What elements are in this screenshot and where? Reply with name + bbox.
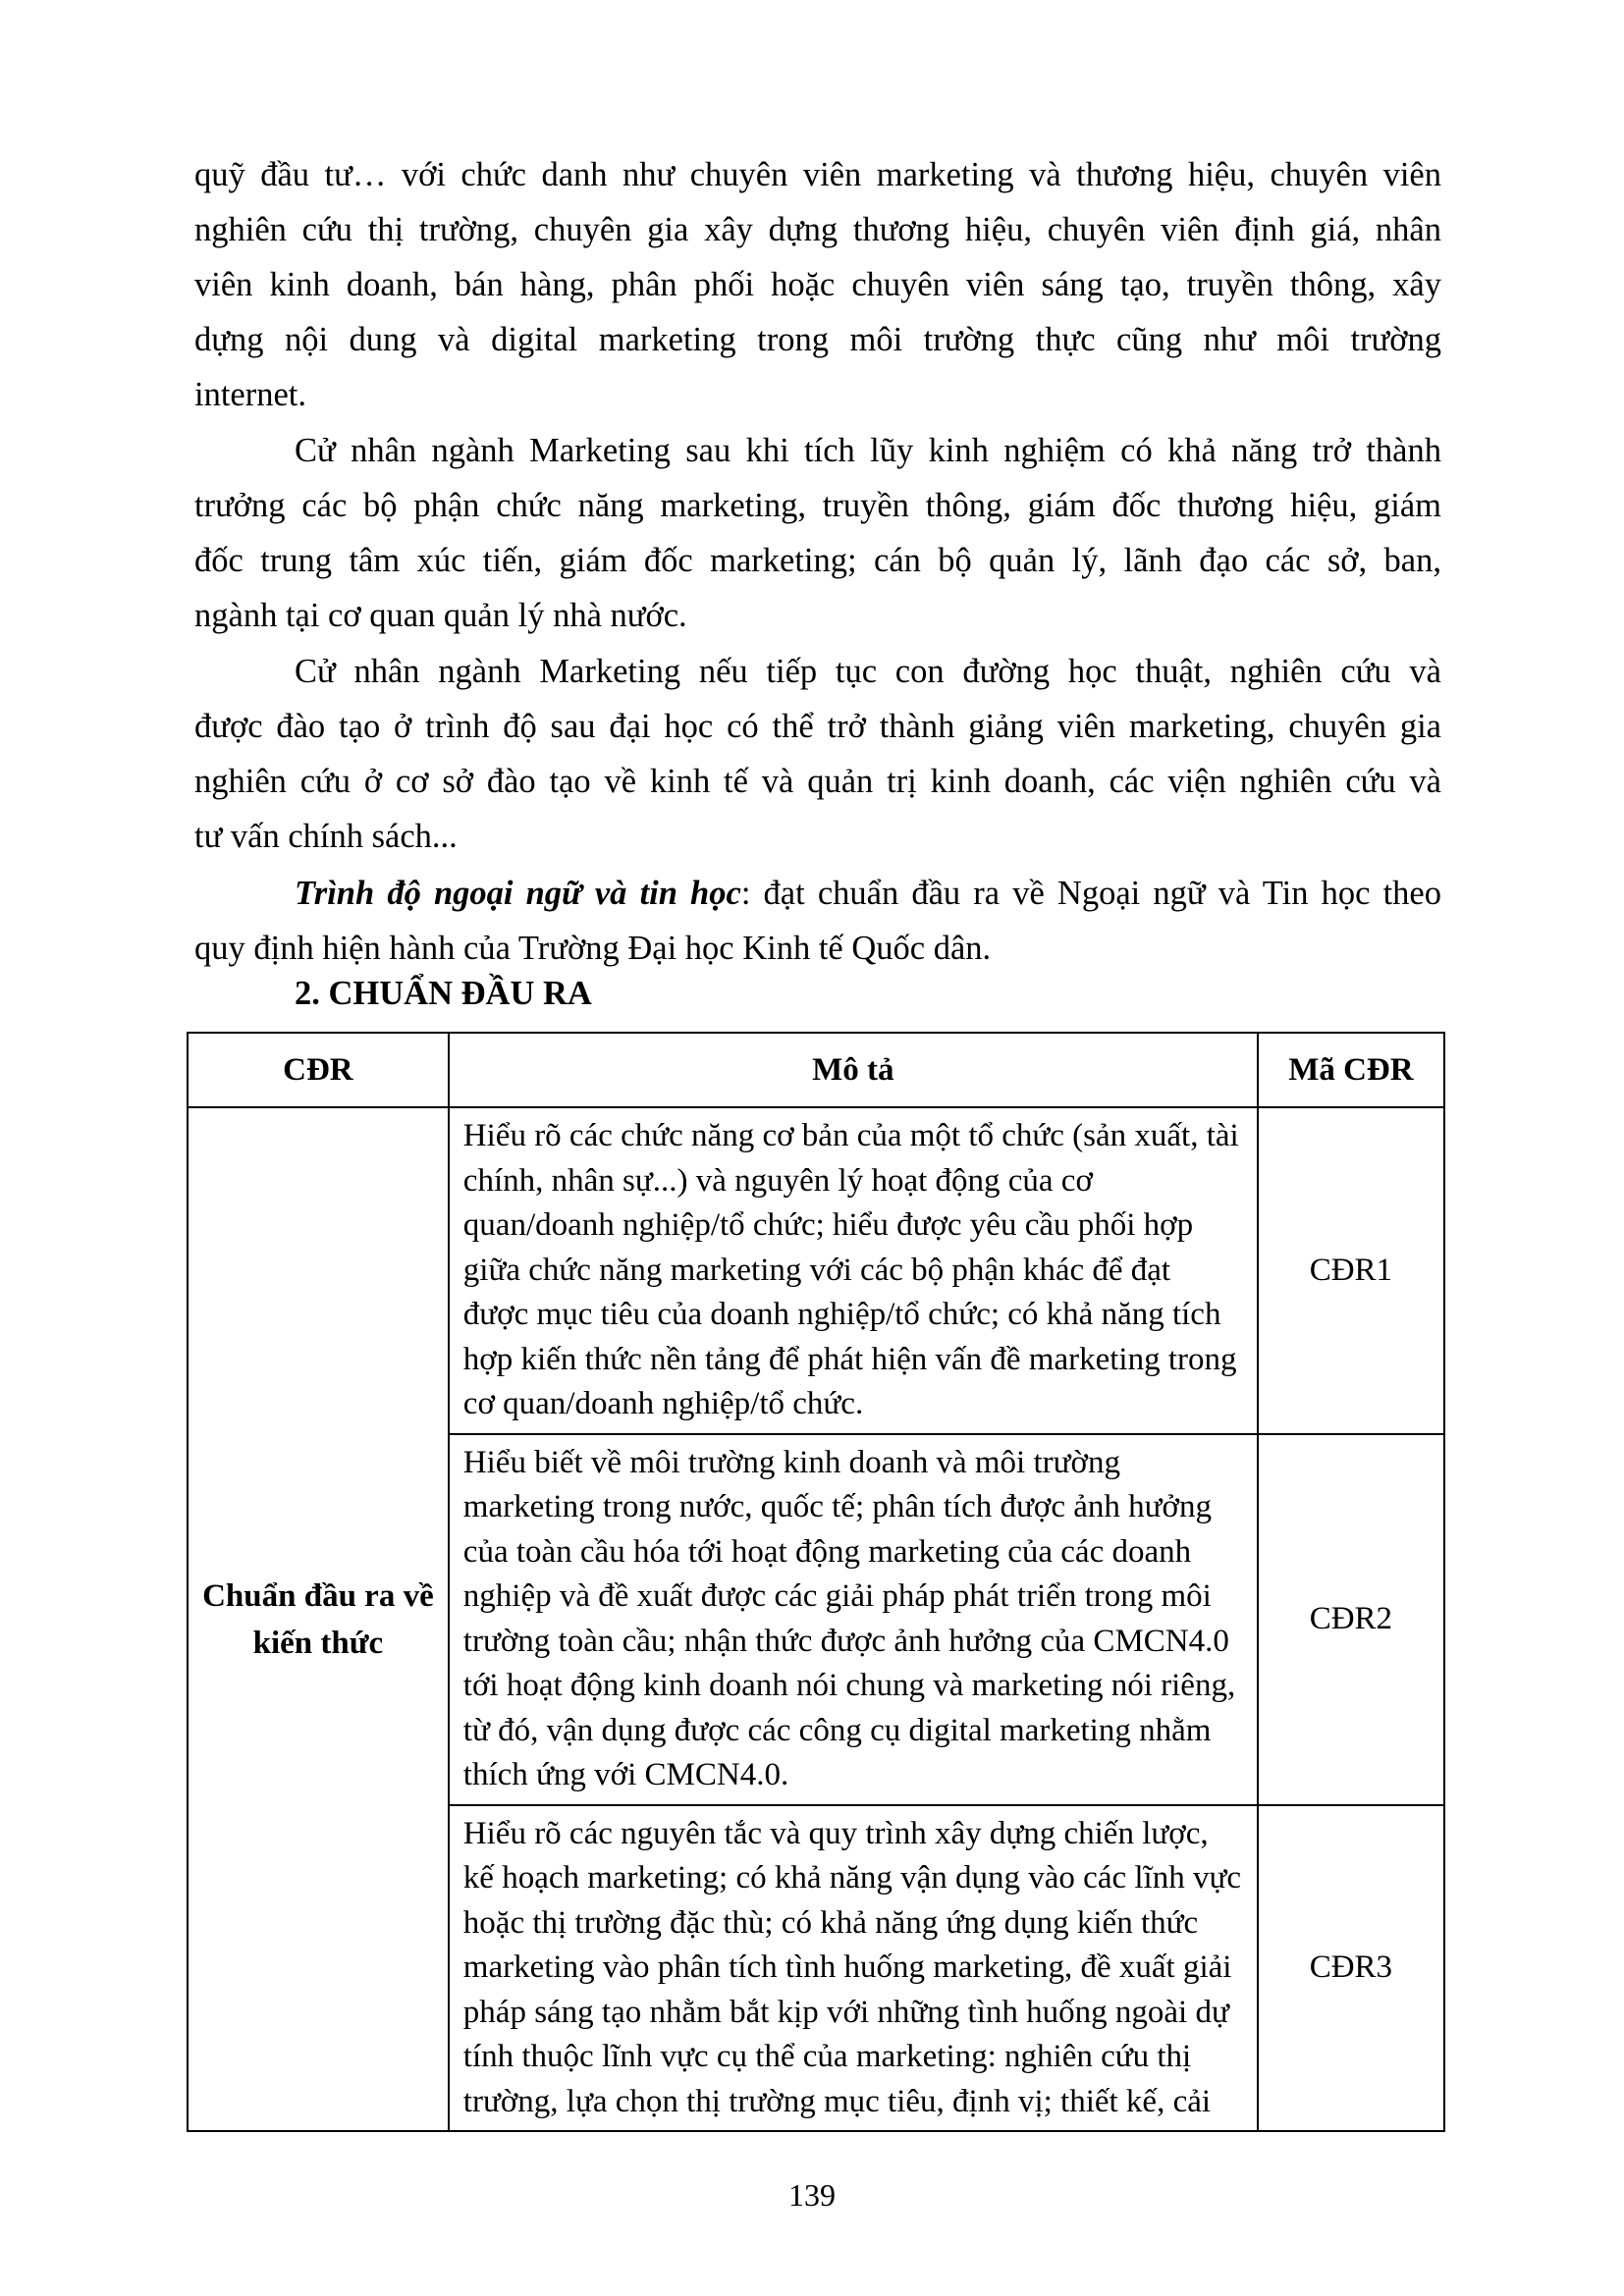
group-label-line: Chuẩn đầu ra về <box>202 1577 434 1614</box>
description-cell <box>449 1805 1258 2132</box>
description-line: tính thuộc lĩnh vực cụ thể của marketing: nghiên cứu thị <box>462 2039 1192 2074</box>
text-line: viên kinh doanh, bán hàng, phân phối hoặc chuyên viên sáng tạo, truyền thông, xây <box>194 266 1441 303</box>
description-line: tới hoạt động kinh doanh nói chung và marketing nói riêng, <box>462 1668 1236 1703</box>
description-line: cơ quan/doanh nghiệp/tổ chức. <box>462 1386 864 1421</box>
group-label-knowledge <box>188 1107 449 2131</box>
outcome-code: CĐR2 <box>1258 1434 1444 1805</box>
outcome-code: CĐR3 <box>1258 1805 1444 2132</box>
description-line: pháp sáng tạo nhằm bắt kịp với những tình huống ngoài dự <box>462 1994 1229 2030</box>
text-line <box>194 866 1441 921</box>
group-label-line: kiến thức <box>252 1625 384 1661</box>
description-line: quan/doanh nghiệp/tổ chức; hiểu được yêu cầu phối hợp <box>462 1207 1194 1243</box>
text-line: tư vấn chính sách... <box>194 818 458 855</box>
description-line: trường toàn cầu; nhận thức được ảnh hưởng của CMCN4.0 <box>462 1623 1229 1659</box>
description-cell <box>449 1107 1258 1434</box>
column-header-description: Mô tả <box>449 1033 1258 1107</box>
description-line: được mục tiêu của doanh nghiệp/tổ chức; có khả năng tích <box>462 1297 1221 1332</box>
text-line: Cử nhân ngành Marketing nếu tiếp tục con đường học thuật, nghiên cứu và <box>295 653 1441 690</box>
table-header-row <box>188 1033 1444 1107</box>
paragraph-language-it <box>194 866 1441 976</box>
text-line: quỹ đầu tư… với chức danh như chuyên viên marketing và thương hiệu, chuyên viên <box>194 156 1441 193</box>
table-row <box>188 1107 1444 1434</box>
description-line: hợp kiến thức nền tảng để phát hiện vấn đề marketing trong <box>462 1341 1237 1377</box>
paragraph-career-positions <box>194 147 1441 422</box>
column-header-cdr: CĐR <box>188 1033 449 1107</box>
description-line: hoặc thị trường đặc thù; có khả năng ứng dụng kiến thức <box>462 1904 1199 1941</box>
language-it-label: Trình độ ngoại ngữ và tin học <box>295 875 741 912</box>
text-line: nghiên cứu ở cơ sở đào tạo về kinh tế và quản trị kinh doanh, các viện nghiên cứu và <box>194 763 1441 800</box>
text-line: quy định hiện hành của Trường Đại học Kinh tế Quốc dân. <box>194 930 992 967</box>
text-line: Cử nhân ngành Marketing sau khi tích lũy kinh nghiệm có khả năng trở thành <box>295 432 1441 469</box>
text-line: đốc trung tâm xúc tiến, giám đốc marketing; cán bộ quản lý, lãnh đạo các sở, ban, <box>194 542 1441 579</box>
text-line: dựng nội dung và digital marketing trong môi trường thực cũng như môi trường <box>194 321 1441 358</box>
description-line: marketing trong nước, quốc tế; phân tích được ảnh hưởng <box>462 1489 1212 1524</box>
outcome-code: CĐR1 <box>1258 1107 1444 1434</box>
description-line: từ đó, vận dụng được các công cụ digital marketing nhằm <box>462 1712 1212 1748</box>
text-line: nghiên cứu thị trường, chuyên gia xây dựng thương hiệu, chuyên viên định giá, nhân <box>194 211 1441 248</box>
description-line: Hiểu biết về môi trường kinh doanh và môi trường <box>462 1444 1120 1480</box>
description-line: Hiểu rõ các nguyên tắc và quy trình xây dựng chiến lược, <box>462 1815 1209 1851</box>
column-header-code: Mã CĐR <box>1258 1033 1444 1107</box>
description-cell <box>449 1434 1258 1805</box>
page-number: 139 <box>788 2177 836 2213</box>
learning-outcomes-table <box>187 1032 1445 2132</box>
description-line: thích ứng với CMCN4.0. <box>462 1757 789 1792</box>
text-line: được đào tạo ở trình độ sau đại học có thể trở thành giảng viên marketing, chuyên gia <box>194 708 1441 745</box>
text-line: ngành tại cơ quan quản lý nhà nước. <box>194 597 687 634</box>
description-line: kế hoạch marketing; có khả năng vận dụng vào các lĩnh vực <box>462 1860 1241 1896</box>
description-line: Hiểu rõ các chức năng cơ bản của một tổ chức (sản xuất, tài <box>462 1118 1239 1153</box>
language-it-text: : đạt chuẩn đầu ra về Ngoại ngữ và Tin học theo <box>740 875 1441 912</box>
text-line: trưởng các bộ phận chức năng marketing, truyền thông, giám đốc thương hiệu, giám <box>194 487 1441 524</box>
paragraph-academic-path <box>194 644 1441 864</box>
description-line: của toàn cầu hóa tới hoạt động marketing của các doanh <box>462 1533 1192 1570</box>
description-line: chính, nhân sự...) và nguyên lý hoạt động của cơ <box>462 1162 1093 1199</box>
paragraph-career-advancement <box>194 423 1441 643</box>
description-line: giữa chức năng marketing với các bộ phận khác để đạt <box>462 1252 1171 1288</box>
section-heading: 2. CHUẨN ĐẦU RA <box>295 975 592 1012</box>
description-line: marketing vào phân tích tình huống marketing, đề xuất giải <box>462 1949 1232 1985</box>
text-line: internet. <box>194 376 306 413</box>
description-line: trường, lựa chọn thị trường mục tiêu, định vị; thiết kế, cải <box>462 2083 1212 2119</box>
description-line: nghiệp và đề xuất được các giải pháp phát triển trong môi <box>462 1578 1212 1614</box>
